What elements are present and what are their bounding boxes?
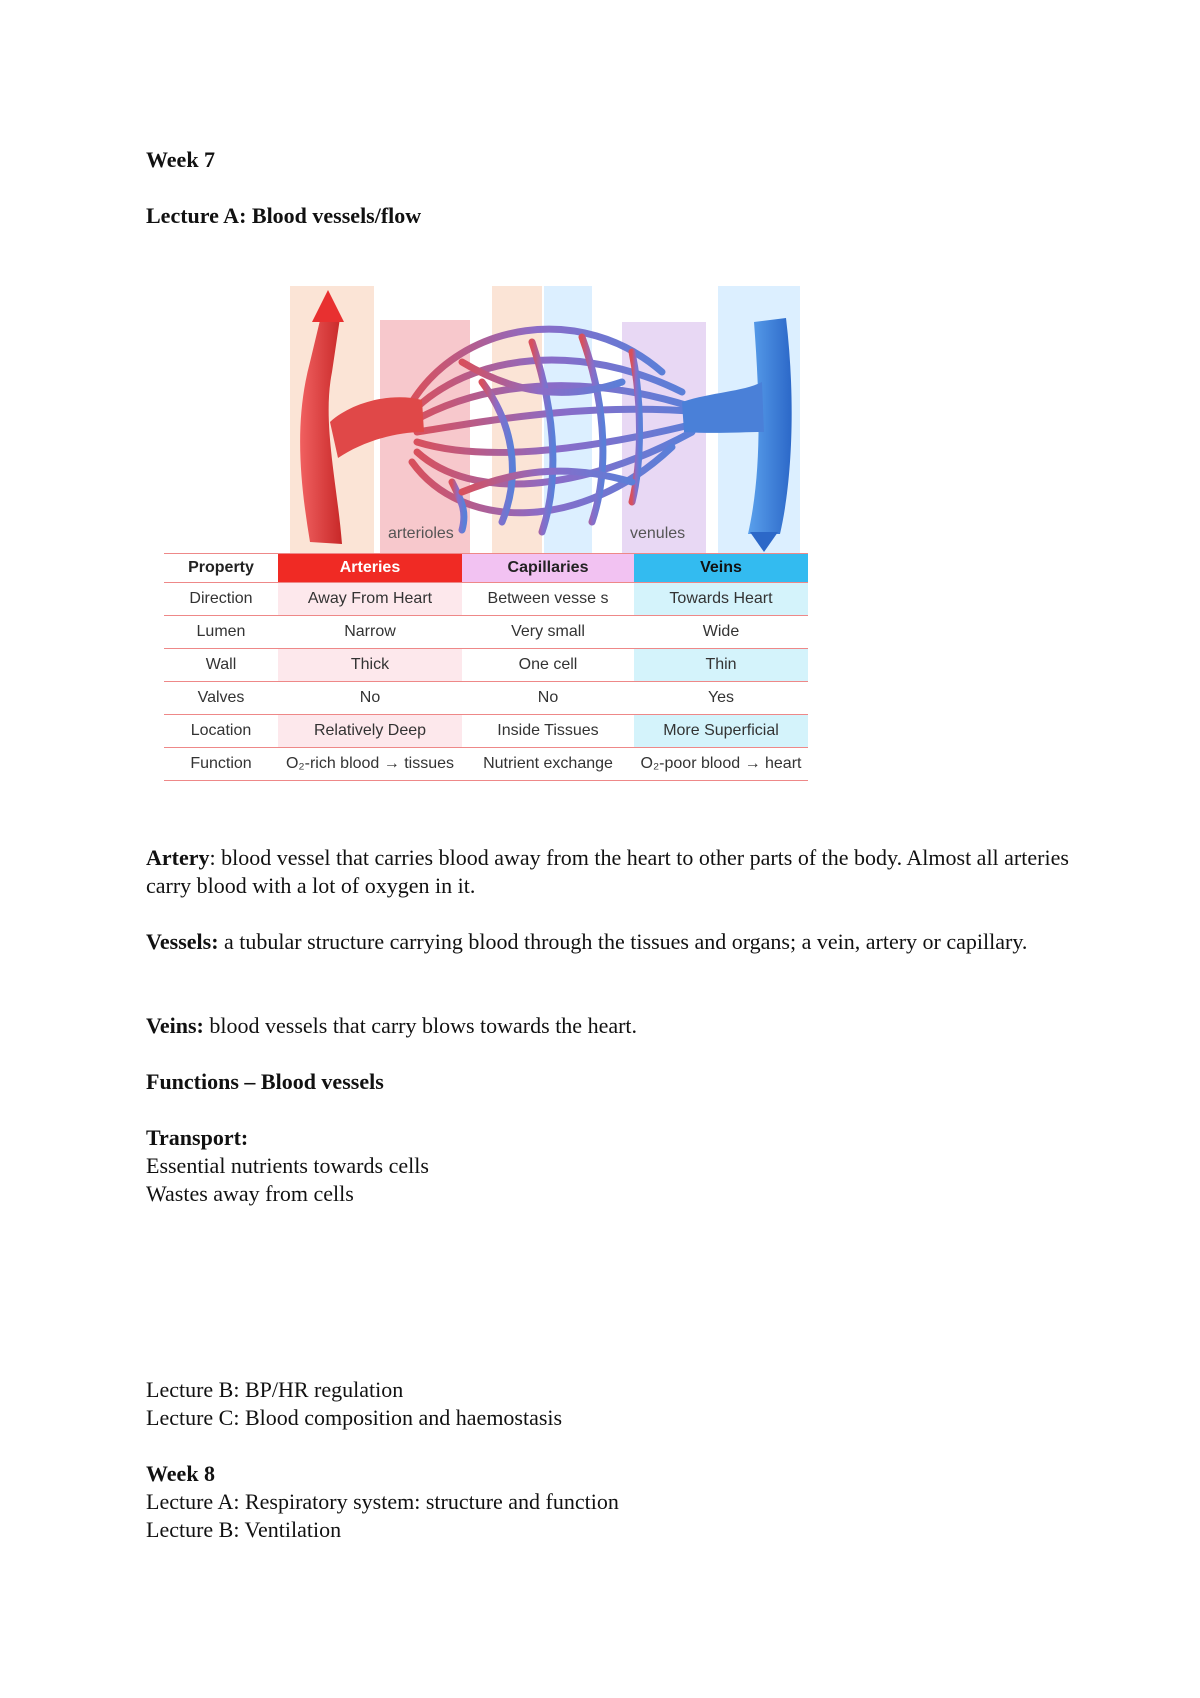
- table-cell: Thick: [278, 649, 462, 682]
- table-row: [164, 649, 808, 682]
- transport-heading: Transport:: [146, 1125, 249, 1150]
- table-cell: One cell: [462, 649, 634, 682]
- table-cell: Relatively Deep: [278, 715, 462, 748]
- header-veins: Veins: [634, 554, 808, 583]
- veins-text: blood vessels that carry blows towards the heart.: [203, 1013, 638, 1038]
- header-arteries: Arteries: [278, 554, 462, 583]
- table-cell: Inside Tissues: [462, 715, 634, 748]
- artery-definition: [146, 844, 1076, 900]
- table-cell: Between vesse s: [462, 583, 634, 616]
- week8-heading: Week 8: [146, 1461, 216, 1486]
- table-cell: Nutrient exchange: [462, 748, 634, 781]
- table-cell: Away From Heart: [278, 583, 462, 616]
- transport-line-1: Essential nutrients towards cells: [146, 1153, 429, 1178]
- vessels-definition: [146, 928, 1076, 956]
- transport-line-2: Wastes away from cells: [146, 1181, 354, 1206]
- table-row: [164, 682, 808, 715]
- table-cell: More Superficial: [634, 715, 808, 748]
- artery-term: Artery: [146, 845, 210, 870]
- week8-lecture-a: Lecture A: Respiratory system: structure and function: [146, 1489, 619, 1514]
- table-cell: Valves: [164, 682, 278, 715]
- vessel-comparison-table: [164, 553, 808, 781]
- header-property: Property: [164, 554, 278, 583]
- table-cell: Wide: [634, 616, 808, 649]
- table-row: [164, 715, 808, 748]
- table-cell: No: [278, 682, 462, 715]
- table-cell: Towards Heart: [634, 583, 808, 616]
- table-cell: Function: [164, 748, 278, 781]
- veins-definition: [146, 1012, 1076, 1040]
- table-cell: O₂-poor blood → heart: [634, 748, 808, 781]
- week8-lecture-b: Lecture B: Ventilation: [146, 1517, 342, 1542]
- table-cell: O₂-rich blood → tissues: [278, 748, 462, 781]
- table-header-row: [164, 554, 808, 583]
- vessels-term: Vessels:: [146, 929, 219, 954]
- table-cell: Very small: [462, 616, 634, 649]
- table-row: [164, 748, 808, 781]
- table-cell: Wall: [164, 649, 278, 682]
- functions-heading: Functions – Blood vessels: [146, 1069, 384, 1094]
- arterioles-label: arterioles: [388, 525, 454, 542]
- week7-heading: Week 7: [146, 147, 216, 172]
- veins-term: Veins:: [146, 1013, 204, 1038]
- table-cell: Thin: [634, 649, 808, 682]
- table-cell: Direction: [164, 583, 278, 616]
- table-row: [164, 583, 808, 616]
- table-row: [164, 616, 808, 649]
- table-cell: Lumen: [164, 616, 278, 649]
- table-cell: Yes: [634, 682, 808, 715]
- venules-label: venules: [630, 525, 686, 542]
- artery-text: : blood vessel that carries blood away from the heart to other parts of the body. Almost all arteries carry blood with a lot of oxygen in it.: [146, 845, 1069, 898]
- table-cell: No: [462, 682, 634, 715]
- header-capillaries: Capillaries: [462, 554, 634, 583]
- table-cell: Location: [164, 715, 278, 748]
- table-cell: Narrow: [278, 616, 462, 649]
- lecture-a-heading: Lecture A: Blood vessels/flow: [146, 203, 422, 228]
- vessels-text: a tubular structure carrying blood through the tissues and organs; a vein, artery or capillary.: [218, 929, 1028, 954]
- lecture-b: Lecture B: BP/HR regulation: [146, 1377, 404, 1402]
- lecture-c: Lecture C: Blood composition and haemostasis: [146, 1405, 563, 1430]
